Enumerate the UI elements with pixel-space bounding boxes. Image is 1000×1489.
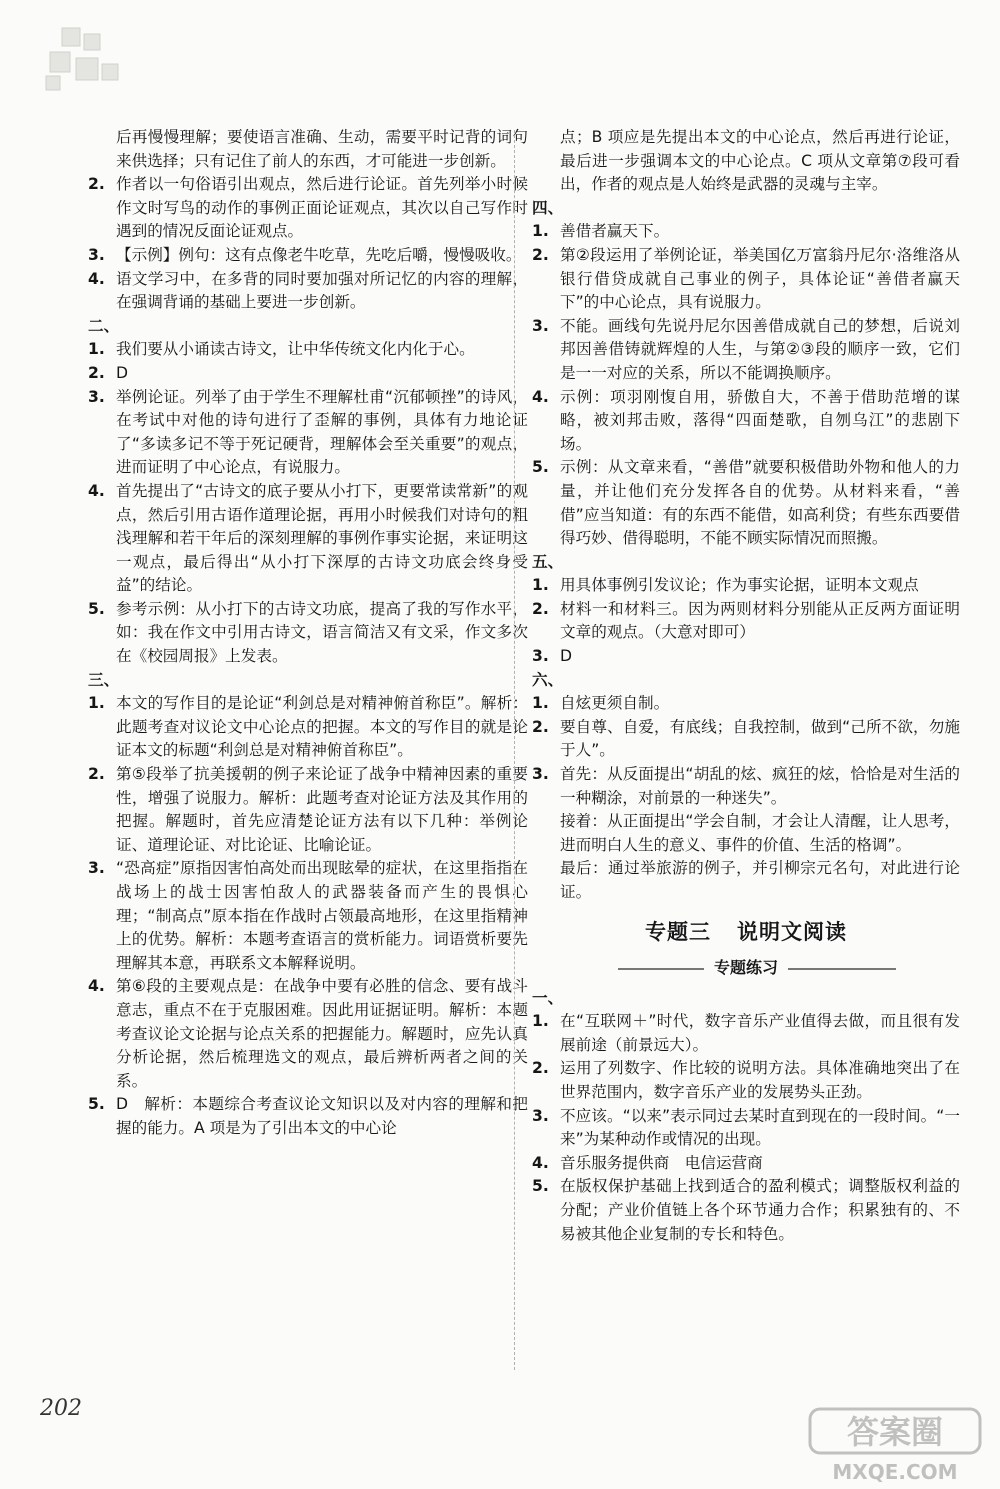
answer-item [88,244,528,268]
item-number: 4. [532,1153,549,1172]
answer-item [532,220,960,244]
item-text: 示例：从文章来看，“善借”就要积极借助外物和他人的力量，并让他们充分发挥各自的优势。从材料来看，“善借”应当知道：有的东西不能借，如高利贷；有些东西要借得巧妙、借得聪明，不能不顾实际情况而照搬。 [560,458,960,548]
section-heading: 四、 [532,198,564,217]
right-column [532,126,960,1246]
answer-item [532,456,960,550]
item-text: D [560,647,573,666]
answer-item [532,1175,960,1246]
item-text: 第⑥段的主要观点是：在战争中要有必胜的信念、要有战斗意志，重点不在于克服困难。因此用证据证明。解析：本题考查议论文论据与论点关系的把握能力。解题时，应先认真分析论据，然后梳理选文的观点，最后辨析两者之间的关系。 [116,977,528,1090]
watermark-logo [800,1405,990,1485]
item-number: 3. [88,245,105,264]
item-text: 自炫更须自制。 [560,694,670,713]
item-number: 5. [532,458,549,477]
item-number: 4. [88,481,105,500]
answer-item [88,362,528,386]
answer-item [88,975,528,1093]
item-text: 点；B 项应是先提出本文的中心论点，然后再进行论证，最后进一步强调本文的中心论点。C 项从文章第⑦段可看出，作者的观点是人始终是武器的灵魂与主宰。 [560,128,960,194]
item-text: 不应该。“以来”表示同过去某时直到现在的一段时间。“一来”为某种动作或情况的出现。 [560,1106,960,1149]
practice-label: 专题练习 [704,956,788,980]
item-number: 2. [532,599,549,618]
answer-item [88,126,528,173]
answer-item [532,1152,960,1176]
answer-item [532,692,960,716]
answer-item [88,386,528,480]
item-number [88,126,116,173]
item-text: 语文学习中，在多背的同时要加强对所记忆的内容的理解，在强调背诵的基础上要进一步创新。 [116,269,528,312]
item-number: 1. [88,340,105,359]
item-text: 在“互联网＋”时代，数字音乐产业值得去做，而且很有发展前途（前景远大）。 [560,1012,960,1054]
answer-item [88,857,528,975]
item-text: 本文的写作目的是论证“利剑总是对精神俯首称臣”。解析：此题考查对议论文中心论点的把握。本文的写作目的就是论证本文的标题“利剑总是对精神俯首称臣”。 [116,694,528,760]
item-number: 4. [88,977,105,996]
item-number: 1. [532,576,549,595]
item-number: 3. [532,1106,549,1125]
section-heading: 五、 [532,552,564,571]
page-number: 202 [40,1396,82,1421]
answer-item [532,244,960,315]
item-number: 3. [532,316,549,335]
topic-number: 专题三 [645,919,711,944]
item-number: 1. [532,694,549,713]
left-column [88,126,528,1141]
item-number: 3. [88,859,105,878]
item-number [532,126,560,197]
answer-item [88,598,528,669]
item-number: 1. [532,1012,549,1031]
item-text: 第⑤段举了抗美援朝的例子来论证了战争中精神因素的重要性，增强了说服力。解析：此题考查对论证方法及其作用的把握。解题时，首先应清楚论证方法有以下几种：举例论证、道理论证、对比论证、比喻论证。 [116,765,528,854]
section-heading: 三、 [88,670,120,689]
answer-item [532,126,960,197]
item-text: “恐高症”原指因害怕高处而出现眩晕的症状，在这里指指在战场上的战士因害怕敌人的武器装备而产生的畏惧心理；“制高点”原本指在作战时占领最高地形，在这里指精神上的优势。解析：本题考查语言的赏析能力。词语赏析要先理解其本意，再联系文本解释说明。 [116,859,528,972]
section-heading: 一、 [532,988,564,1007]
answer-item [88,692,528,763]
item-text: 举例论证。列举了由于学生不理解杜甫“沉郁顿挫”的诗风，在考试中对他的诗句进行了歪解的事例，具体有力地论证了“多读多记不等于死记硬背，理解体会至关重要”的观点，进而证明了中心论点，有说服力。 [116,387,528,477]
item-text: 参考示例：从小打下的古诗文功底，提高了我的写作水平，如：我在作文中引用古诗文，语言简洁又有文采，作文多次在《校园周报》上发表。 [116,599,528,666]
item-text: 不能。画线句先说丹尼尔因善借成就自己的梦想，后说刘邦因善借铸就辉煌的人生，与第②③段的顺序一致，它们是一一对应的关系，所以不能调换顺序。 [560,316,960,382]
answer-item [532,1105,960,1152]
item-text: 在版权保护基础上找到适合的盈利模式；调整版权利益的分配；产业价值链上各个环节通力合作；积累独有的、不易被其他企业复制的专长和特色。 [560,1177,960,1243]
item-text: 第②段运用了举例论证，举美国亿万富翁丹尼尔·洛维洛从银行借贷成就自己事业的例子，具体论证“善借者赢天下”的中心论点，具有说服力。 [560,245,960,312]
item-number: 2. [532,717,549,736]
item-number: 1. [88,694,105,713]
item-text: 用具体事例引发议论；作为事实论据，证明本文观点 [560,576,919,595]
item-number: 5. [88,599,105,618]
item-text: 作者以一句俗语引出观点，然后进行论证。首先列举小时候作文时写鸟的动作的事例正面论证观点，其次以自己写作时遇到的情况反面论证观点。 [116,175,528,241]
item-text: 运用了列数字、作比较的说明方法。具体准确地突出了在世界范围内，数字音乐产业的发展势头正劲。 [560,1059,960,1101]
answer-item [88,338,528,362]
item-text: 【示例】例句：这有点像老牛吃草，先吃后嚼，慢慢吸收。 [116,245,522,264]
item-text: D [116,363,129,382]
answer-item [532,1057,960,1104]
section-heading: 六、 [532,670,564,689]
answer-item [88,1093,528,1140]
cube-decoration [40,20,130,95]
answer-subline: 接着：从正面提出“学会自制，才会让人清醒，让人思考，进而明白人生的意义、事件的价值、生活的格调”。 [560,812,960,854]
answer-item [532,645,960,669]
answer-item [532,598,960,645]
answer-item [532,763,960,810]
item-number: 2. [532,1059,549,1078]
item-text: 首先提出了“古诗文的底子要从小打下，更要常读常新”的观点，然后引用古语作道理论据，再用小时候我们对诗句的粗浅理解和若干年后的深刻理解的事例作事实论据，来证明这一观点，最后得出“从小打下深厚的古诗文功底会终身受益”的结论。 [116,481,528,595]
item-text: 我们要从小诵读古诗文，让中华传统文化内化于心。 [116,340,475,359]
answer-item [532,1010,960,1057]
practice-banner [532,953,960,983]
watermark-domain: MXQE.COM [832,1460,958,1484]
answer-item [88,763,528,857]
item-text: 要自尊、自爱，有底线；自我控制，做到“己所不欲，勿施于人”。 [560,717,960,760]
item-number: 2. [88,175,105,194]
item-number: 2. [88,765,105,784]
answer-item [532,315,960,386]
item-text: 示例：项羽刚愎自用，骄傲自大，不善于借助范增的谋略，被刘邦击败，落得“四面楚歌，自刎乌江”的悲剧下场。 [560,387,960,453]
answer-item [532,574,960,598]
column-separator [514,130,515,1370]
item-number: 5. [88,1095,105,1114]
item-text: 善借者赢天下。 [560,222,670,241]
item-number: 2. [88,363,105,382]
item-text: 音乐服务提供商 电信运营商 [560,1153,763,1172]
answer-item [88,480,528,598]
item-text: D 解析：本题综合考查议论文知识以及对内容的理解和把握的能力。A 项是为了引出本文的中心论 [116,1095,528,1137]
section-heading: 二、 [88,316,120,335]
item-text: 首先：从反面提出“胡乱的炫、疯狂的炫，恰恰是对生活的一种糊涂，对前景的一种迷失”。 [560,765,960,807]
item-number: 3. [88,387,105,406]
answer-item [88,268,528,315]
watermark-chars: 答案圈 [846,1413,944,1451]
item-number: 5. [532,1177,549,1196]
answer-subline: 最后：通过举旅游的例子，并引柳宗元名句，对此进行论证。 [560,859,960,901]
item-text: 材料一和材料三。因为两则材料分别能从正反两方面证明文章的观点。（大意对即可） [560,599,960,642]
item-number: 3. [532,647,549,666]
topic-title [532,917,960,947]
item-number: 3. [532,765,549,784]
answer-item [532,716,960,763]
item-number: 4. [88,269,105,288]
item-text: 后再慢慢理解；要使语言准确、生动，需要平时记背的词句来供选择；只有记住了前人的东西，才可能进一步创新。 [116,128,528,170]
answer-item [532,386,960,457]
topic-name: 说明文阅读 [737,919,847,944]
item-number: 1. [532,222,549,241]
item-number: 2. [532,245,549,264]
answer-item [88,173,528,244]
item-number: 4. [532,387,549,406]
